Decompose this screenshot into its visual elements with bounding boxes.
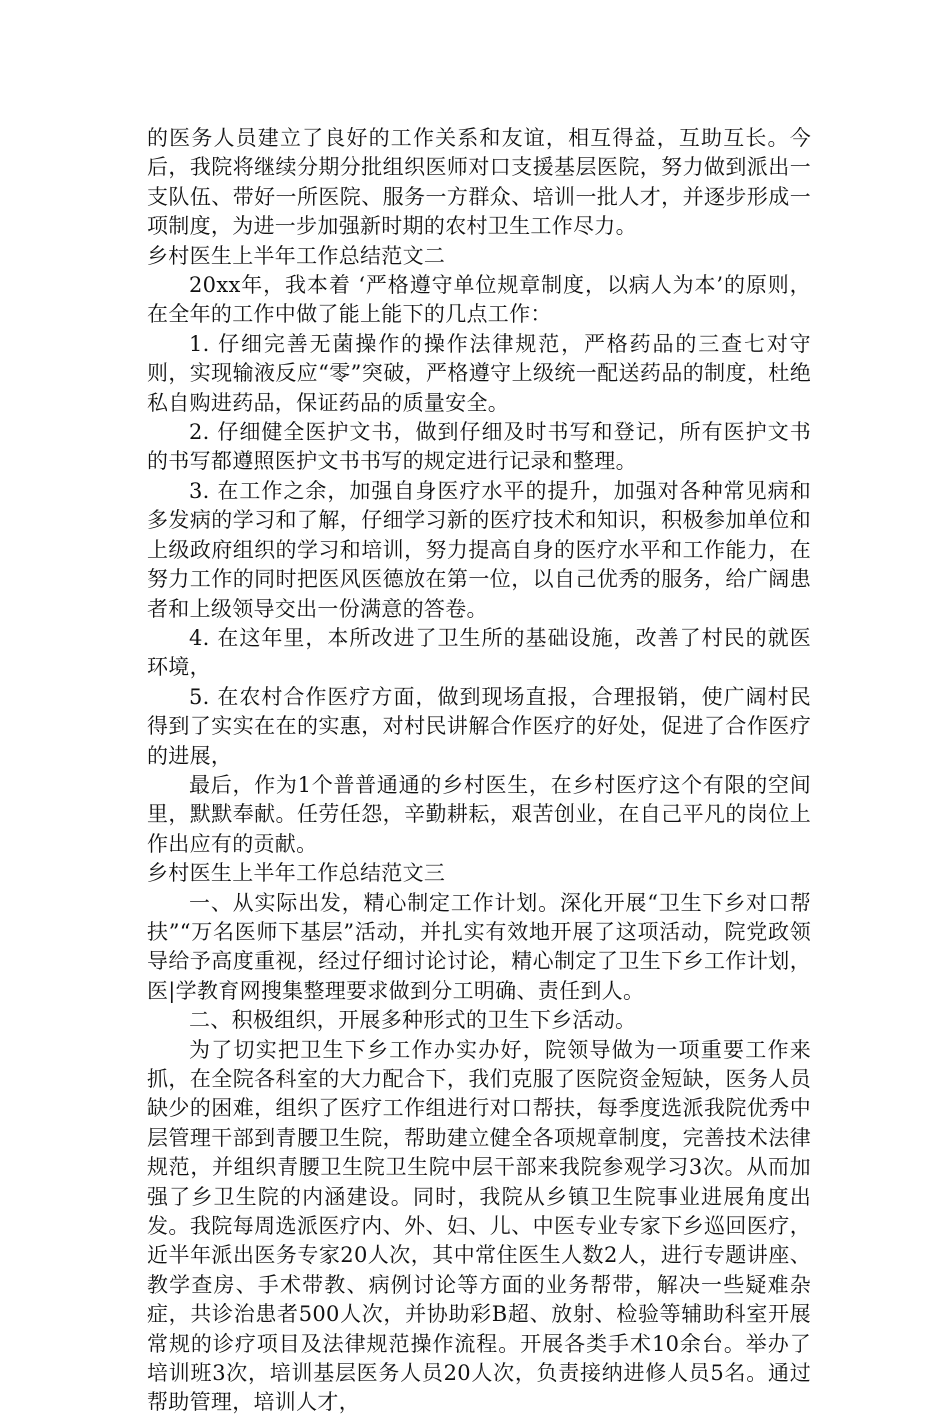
paragraph-plan: 一、从实际出发，精心制定工作计划。深化开展“卫生下乡对口帮扶”“万名医师下基层”活动，并扎实有效地开展了这项活动，院党政领导给予高度重视，经过仔细讨论讨论，精心制定了卫生下乡工作计划，医|学教育网搜集整理要求做到分工明确、责任到人。 [147,890,811,1003]
section-heading-3: 乡村医生上半年工作总结范文三 [147,861,446,886]
paragraph-intro: 的医务人员建立了良好的工作关系和友谊，相互得益，互助互长。今后，我院将继续分期分批组织医师对口支援基层医院，努力做到派出一支队伍、带好一所医院、服务一方群众、培训一批人才，并逐步形成一项制度，为进一步加强新时期的农村卫生工作尽力。 [147,126,811,239]
paragraph-item-2: 2. 仔细健全医护文书，做到仔细及时书写和登记，所有医护文书的书写都遵照医护文书书写的规定进行记录和整理。 [147,420,811,474]
paragraph-conclusion: 最后，作为1个普普通通的乡村医生，在乡村医疗这个有限的空间里，默默奉献。任劳任怨，辛勤耕耘，艰苦创业，在自己平凡的岗位上作出应有的贡献。 [147,772,811,856]
document-page [147,124,811,1418]
paragraph-activities: 二、积极组织，开展多种形式的卫生下乡活动。 [189,1008,637,1033]
section-heading-2: 乡村医生上半年工作总结范文二 [147,243,446,268]
paragraph-item-3: 3. 在工作之余，加强自身医疗水平的提升，加强对各种常见病和多发病的学习和了解，仔细学习新的医疗技术和知识，积极参加单位和上级政府组织的学习和培训，努力提高自身的医疗水平和工作能力，在努力工作的同时把医风医德放在第一位，以自己优秀的服务，给广阔患者和上级领导交出一份满意的答卷。 [147,478,811,621]
paragraph-item-4: 4. 在这年里，本所改进了卫生所的基础设施，改善了村民的就医环境， [147,625,811,680]
paragraph-item-5: 5. 在农村合作医疗方面，做到现场直报，合理报销，使广阔村民得到了实实在在的实惠，对村民讲解合作医疗的好处，促进了合作医疗的进展， [147,684,811,768]
paragraph-item-1: 1. 仔细完善无菌操作的操作法律规范，严格药品的三查七对守则，实现输液反应“零”突破，严格遵守上级统一配送药品的制度，杜绝私自购进药品，保证药品的质量安全。 [147,331,811,415]
paragraph-details: 为了切实把卫生下乡工作办实办好，院领导做为一项重要工作来抓，在全院各科室的大力配合下，我们克服了医院资金短缺，医务人员缺少的困难，组织了医疗工作组进行对口帮扶，每季度选派我院优秀中层管理干部到青腰卫生院，帮助建立健全各项规章制度，完善技术法律规范，并组织青腰卫生院卫生院中层干部来我院参观学习3次。从而加强了乡卫生院的内涵建设。同时，我院从乡镇卫生院事业进展角度出发。我院每周选派医疗内、外、妇、儿、中医专业专家下乡巡回医疗，近半年派出医务专家20人次，其中常住医生人数2人，进行专题讲座、教学查房、手术带教、病例讨论等方面的业务帮带，解决一些疑难杂症，共诊治患者500人次，并协助彩B超、放射、检验等辅助科室开展常规的诊疗项目及法律规范操作流程。开展各类手术10余台。举办了培训班3次，培训基层医务人员20人次，负责接纳进修人员5名。通过帮助管理，培训人才， [147,1037,811,1415]
paragraph-principle: 20xx年，我本着 ‘严格遵守单位规章制度，以病人为本’的原则，在全年的工作中做了能上能下的几点工作： [147,273,811,327]
